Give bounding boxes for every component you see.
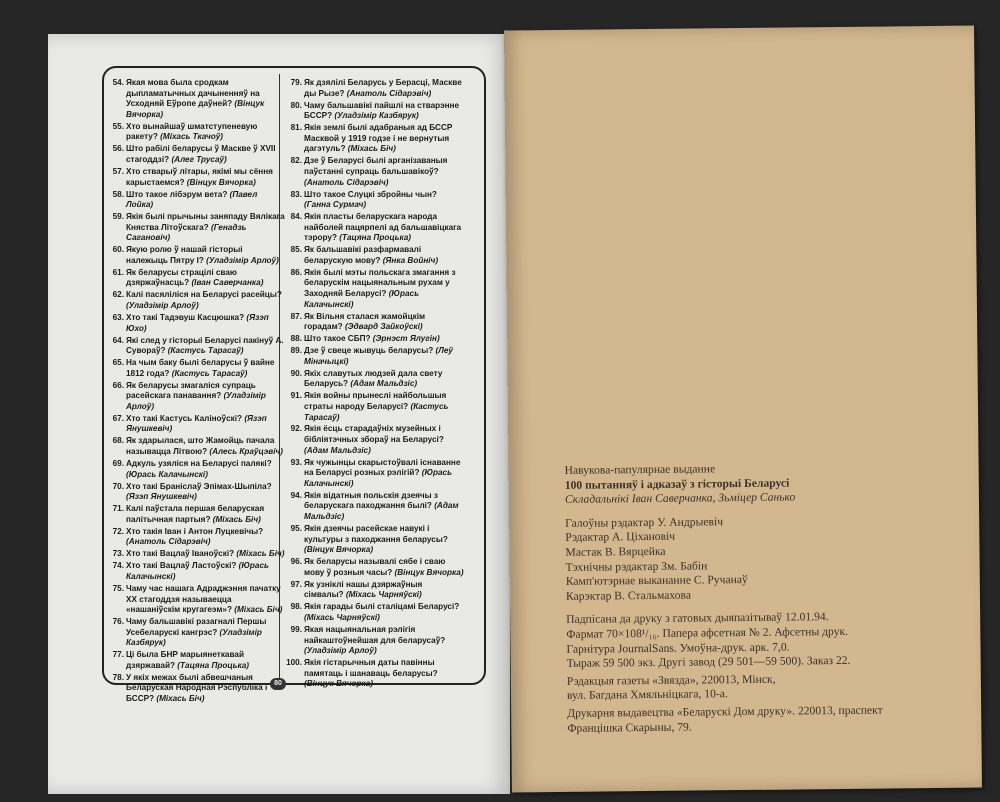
question-text: Хто такі Вацлаў Іваноўскі? bbox=[126, 549, 235, 559]
question-text: Якія войны прынеслі найбольшыя страты народу Беларусі? bbox=[304, 391, 447, 411]
question-number: 95. bbox=[290, 524, 302, 533]
question-item bbox=[286, 625, 464, 657]
question-text: Дзе ў свеце жывуць беларусы? bbox=[304, 346, 434, 356]
question-number: 90. bbox=[290, 368, 302, 378]
question-author: (Павел Лойка) bbox=[126, 189, 258, 210]
question-number: 98. bbox=[290, 602, 302, 612]
editor-line: Мастак В. Вярцейка bbox=[565, 544, 666, 559]
question-text: Якая нацыянальная рэлігія найкаштоўнейшая для беларусаў? bbox=[304, 624, 446, 645]
question-item bbox=[286, 346, 464, 367]
question-text: Як бальшавікі разфармавалі беларускую мову? bbox=[304, 245, 422, 265]
question-number: 91. bbox=[290, 391, 302, 401]
question-item bbox=[108, 167, 286, 188]
question-text: Якія гарады былі сталіцамі Беларусі? bbox=[304, 602, 460, 612]
left-page bbox=[48, 34, 510, 794]
question-number: 79. bbox=[290, 78, 302, 87]
question-number: 84. bbox=[290, 212, 302, 222]
question-author: (Вінцук Вячорка) bbox=[394, 567, 464, 577]
question-text: Якіх славутых людзей дала свету Беларусь? bbox=[304, 368, 443, 389]
question-text: Як здарылася, што Жамойць пачала называцца Літвою? bbox=[126, 436, 275, 457]
question-number: 96. bbox=[290, 557, 302, 567]
question-number: 55. bbox=[112, 121, 124, 131]
question-author: (Эрнэст Ялугін) bbox=[372, 334, 440, 344]
question-number: 86. bbox=[290, 267, 302, 277]
question-author: (Юрась Калачынскі) bbox=[126, 469, 208, 479]
question-number: 93. bbox=[290, 457, 302, 467]
question-author: (Юрась Калачынскі) bbox=[304, 289, 419, 309]
question-number: 97. bbox=[290, 579, 302, 589]
question-number: 76. bbox=[112, 617, 124, 627]
question-author: (Міхась Біч) bbox=[212, 514, 261, 524]
question-author: (Язэп Янушкевіч) bbox=[126, 492, 197, 502]
printer-line: Францішка Скарыны, 79. bbox=[567, 720, 692, 735]
genre: Навукова-папулярнае выданне bbox=[564, 462, 716, 477]
question-item bbox=[108, 336, 286, 357]
question-number: 65. bbox=[112, 358, 124, 368]
question-author: (Язэп Янушкевіч) bbox=[126, 413, 267, 434]
question-author: (Адам Мальдзіс) bbox=[304, 445, 371, 455]
question-item bbox=[108, 414, 286, 435]
question-number: 66. bbox=[112, 380, 124, 390]
question-item bbox=[286, 458, 464, 490]
question-author: (Янка Войніч) bbox=[382, 255, 439, 265]
question-author: (Уладзімір Арлоў) bbox=[126, 301, 199, 310]
question-text: Хто такі Браніслаў Эпімах-Шыпіла? bbox=[126, 481, 272, 491]
question-author: (Анатоль Сідарэвіч) bbox=[346, 88, 432, 98]
question-number: 62. bbox=[112, 290, 124, 300]
question-text: Хто вынайшаў шматступеневую ракету? bbox=[126, 121, 258, 142]
question-number: 71. bbox=[112, 504, 124, 514]
colophon bbox=[565, 460, 968, 736]
right-page bbox=[504, 26, 982, 793]
question-text: Хто такі Вацлаў Ластоўскі? bbox=[126, 561, 237, 571]
question-author: (Уладзімір Казбярук) bbox=[126, 627, 262, 648]
question-text: Як дзялілі Беларусь у Берасці, Маскве ды Рызе? bbox=[304, 78, 462, 98]
question-author: (Анатоль Сідарэвіч) bbox=[126, 537, 211, 547]
question-text: Дзе ў Беларусі былі арганізаваныя паўстанні супраць бальшавікоў? bbox=[304, 156, 448, 176]
question-author: (Уладзімір Казбярук) bbox=[334, 111, 419, 121]
question-item bbox=[108, 617, 286, 649]
question-text: Калі паўстала першая беларуская палітычная партыя? bbox=[126, 504, 265, 524]
question-number: 58. bbox=[112, 189, 124, 199]
question-text: Як беларусы страцілі сваю дзяржаўнасць? bbox=[126, 267, 237, 288]
question-item bbox=[108, 549, 286, 560]
question-number: 69. bbox=[112, 459, 124, 469]
question-number: 82. bbox=[290, 156, 302, 166]
question-author: (Эдвард Зайкоўскі) bbox=[344, 322, 423, 332]
question-author: (Тацяна Процька) bbox=[177, 660, 250, 670]
question-item bbox=[108, 504, 286, 525]
question-number: 77. bbox=[112, 650, 124, 660]
question-item bbox=[108, 436, 286, 457]
question-number: 64. bbox=[112, 335, 124, 345]
question-author: (Адам Мальдзіс) bbox=[350, 379, 418, 389]
question-number: 72. bbox=[112, 526, 124, 536]
print-info-line: Падпісана да друку з гатовых дыяпазітываў 12.01.94. bbox=[566, 610, 829, 627]
question-author: (Міхась Біч) bbox=[236, 549, 285, 559]
question-author: (Уладзімір Арлоў) bbox=[206, 255, 279, 265]
question-author: (Генадзь Сагановіч) bbox=[126, 222, 247, 243]
question-author: (Леў Міначыцкі) bbox=[304, 346, 453, 366]
question-item bbox=[108, 358, 286, 379]
question-item bbox=[108, 650, 286, 671]
question-author: (Уладзімір Арлоў) bbox=[304, 646, 377, 656]
question-author: (Кастусь Тарасаў) bbox=[304, 401, 449, 422]
question-author: (Міхась Ткачоў) bbox=[160, 132, 224, 142]
question-text: Якія былі прычыны заняпаду Вялікага Княства Літоўскага? bbox=[126, 212, 285, 232]
editor-line: Рэдактар А. Ціхановіч bbox=[565, 530, 676, 545]
question-author: (Вінцук Вячорка) bbox=[304, 545, 374, 555]
editor-line: Галоўны рэдактар У. Андрыевіч bbox=[565, 514, 724, 530]
question-author: (Адам Мальдзіс) bbox=[304, 501, 459, 522]
question-item bbox=[286, 312, 464, 333]
question-number: 92. bbox=[290, 424, 302, 434]
question-item bbox=[108, 673, 286, 705]
question-author: (Кастусь Тарасаў) bbox=[167, 346, 244, 356]
question-author: (Алег Трусаў) bbox=[171, 154, 227, 164]
question-number: 78. bbox=[112, 672, 124, 682]
question-number: 88. bbox=[290, 334, 302, 344]
question-number: 67. bbox=[112, 413, 124, 423]
book-title: 100 пытанняў і адказаў з гісторыі Беларусі bbox=[564, 476, 790, 492]
question-item bbox=[108, 459, 286, 480]
question-number: 56. bbox=[112, 144, 124, 154]
question-text: Калі пасяліліся на Беларусі расейцы? bbox=[126, 290, 282, 300]
question-number: 63. bbox=[112, 312, 124, 322]
question-text: Якія былі мэты польскага змагання з беларускім нацыянальным рухам у Заходняй Беларусі? bbox=[304, 267, 456, 299]
question-number: 85. bbox=[290, 245, 302, 255]
question-text: Хто стварыў літары, якімі мы сёння карыстаемся? bbox=[126, 166, 273, 187]
question-item bbox=[108, 482, 286, 503]
question-number: 59. bbox=[112, 212, 124, 222]
question-item bbox=[286, 491, 464, 523]
question-item bbox=[286, 369, 464, 390]
question-author: (Алесь Краўцэвіч) bbox=[209, 447, 284, 457]
question-number: 60. bbox=[112, 245, 124, 255]
question-text: Як беларусы называлі сябе і сваю мову ў розныя часы? bbox=[304, 557, 446, 577]
question-text: Якая мова была сродкам дыпламатычных дачыненняў на Усходняй Еўропе даўней? bbox=[126, 78, 260, 109]
question-text: У якіх межах былі абвешчаныя Беларуская Народная Рэспубліка і БССР? bbox=[126, 672, 268, 704]
publisher-info bbox=[567, 670, 967, 703]
question-item bbox=[286, 658, 464, 690]
question-text: Якія гістарычныя даты павінны памятаць і шанаваць беларусы? bbox=[304, 658, 438, 678]
question-item bbox=[286, 268, 464, 310]
question-number: 80. bbox=[290, 100, 302, 110]
question-text: Які след у гісторыі Беларусі пакінуў А. Суворaў? bbox=[126, 335, 284, 356]
question-author: (Міхась Біч) bbox=[347, 144, 396, 154]
question-number: 89. bbox=[290, 346, 302, 356]
question-text: Хто такі Тадэвуш Касцюшка? bbox=[126, 312, 245, 322]
question-author: (Язэп Юхо) bbox=[126, 312, 269, 333]
question-author: (Юрась Калачынскі) bbox=[126, 561, 269, 581]
question-item bbox=[108, 584, 286, 616]
question-number: 75. bbox=[112, 583, 124, 593]
question-text: Ці была БНР марыянеткавай дзяржавай? bbox=[126, 650, 244, 670]
print-info-line: Фармат 70×108¹/₁₆. Папера афсетная № 2. Афсетны друк. bbox=[566, 624, 849, 641]
question-author: (Вінцук Вячорка) bbox=[186, 177, 256, 187]
question-item bbox=[286, 602, 464, 623]
question-text: Што рабілі беларусы ў Маскве ў XVII стагоддзі? bbox=[126, 144, 276, 164]
question-author: (Іван Саверчанка) bbox=[191, 278, 264, 288]
question-text: Як чужынцы скарыстоўвалі існаванне на Беларусі розных рэлігій? bbox=[304, 457, 461, 478]
question-number: 83. bbox=[290, 189, 302, 199]
compilers: Складальнікі Іван Саверчанка, Зьміцер Санько bbox=[564, 490, 796, 507]
question-text: Чаму бальшавікі разагналі Першы Усебеларускі кангрэс? bbox=[126, 617, 267, 637]
question-text: Што такое лібэрум вета? bbox=[126, 189, 228, 199]
question-author: (Тацяна Процька) bbox=[339, 233, 412, 243]
question-text: Якія пласты беларускага народа найболей пацярпелі ад бальшавіцкага тэрору? bbox=[304, 212, 462, 243]
question-text: Якія дзеячы расейскае навукі і культуры з паходжання беларусы? bbox=[304, 524, 448, 544]
question-item bbox=[286, 391, 464, 423]
question-item bbox=[108, 190, 286, 211]
question-number: 73. bbox=[112, 549, 124, 559]
question-author: (Юрась Калачынскі) bbox=[304, 468, 452, 488]
question-text: Якія відатныя польскія дзеячы з беларускага паходжання былі? bbox=[304, 490, 439, 511]
question-number: 70. bbox=[112, 481, 124, 491]
question-item bbox=[108, 78, 286, 120]
question-item bbox=[108, 122, 286, 143]
question-text: Што такое СБП? bbox=[304, 334, 371, 344]
question-text: Хто такі Кастусь Каліноўскі? bbox=[126, 413, 243, 423]
question-text: Як узніклі нашы дзяржаўныя сімвалы? bbox=[304, 579, 423, 600]
question-item bbox=[286, 334, 464, 345]
question-text: Адкуль узяліся на Беларусі палякі? bbox=[126, 459, 272, 469]
question-text: Чаму час нашага Адраджэння пачатку XX стагоддзя называецца «нашаніўскім кругагеэм»? bbox=[126, 583, 281, 615]
question-author: (Міхась Біч) bbox=[234, 605, 283, 615]
publisher-line: вул. Багдана Хмяльніцкага, 10-а. bbox=[566, 687, 728, 703]
questions-left-column bbox=[108, 78, 286, 706]
editors-list bbox=[565, 512, 966, 604]
question-author: (Вінцук Вячорка) bbox=[126, 99, 265, 119]
question-author: (Ганна Сурмач) bbox=[304, 200, 367, 210]
question-number: 61. bbox=[112, 267, 124, 277]
question-item bbox=[286, 78, 464, 99]
question-text: Якія ёсць старадаўніх музейных і бібліятэчных збораў на Беларусі? bbox=[304, 424, 444, 445]
question-number: 74. bbox=[112, 561, 124, 571]
question-author: (Анатоль Сідарэвіч) bbox=[304, 177, 389, 187]
question-number: 99. bbox=[290, 624, 302, 634]
question-number: 81. bbox=[290, 123, 302, 133]
question-text: Якія землі былі адабраныя ад БССР Масквой у 1919 годзе і не вернутыя дагэтуль? bbox=[304, 123, 453, 154]
question-item bbox=[286, 190, 464, 211]
question-text: Як Вільня сталася жамойцкім горадам? bbox=[304, 311, 426, 332]
question-author: (Міхась Чарняўскі) bbox=[345, 590, 422, 600]
question-number: 54. bbox=[112, 78, 124, 87]
print-info-line: Тыраж 59 500 экз. Другі завод (29 501—59 500). Заказ 22. bbox=[566, 654, 851, 670]
question-text: Якую ролю ў нашай гісторыі належыць Пятру I? bbox=[126, 245, 243, 265]
question-text: Чаму бальшавікі пайшлі на стварэнне БССР? bbox=[304, 100, 460, 121]
question-number: 100. bbox=[286, 658, 302, 668]
question-item bbox=[108, 290, 286, 311]
question-text: Што такое Слуцкі збройны чын? bbox=[304, 189, 437, 199]
question-item bbox=[286, 123, 464, 155]
question-item bbox=[286, 580, 464, 601]
question-text: На чым баку былі беларусы ў вайне 1812 года? bbox=[126, 358, 275, 378]
question-item bbox=[286, 557, 464, 578]
question-item bbox=[286, 156, 464, 188]
question-text: Хто такія Іван і Антон Луцкевічы? bbox=[126, 526, 264, 536]
question-item bbox=[286, 245, 464, 266]
printer-line: Друкарня выдавецтва «Беларускі Дом друку». 220013, праспект bbox=[567, 703, 883, 720]
question-author: (Вінцук Вячорка) bbox=[304, 679, 374, 689]
question-number: 68. bbox=[112, 436, 124, 446]
question-text: Як беларусы змагаліся супраць расейскага панавання? bbox=[126, 380, 256, 401]
question-item bbox=[108, 144, 286, 165]
question-item bbox=[286, 424, 464, 456]
question-number: 57. bbox=[112, 166, 124, 176]
page-number: 80 bbox=[270, 678, 286, 690]
question-item bbox=[286, 212, 464, 244]
question-item bbox=[108, 245, 286, 266]
question-author: (Уладзімір Арлоў) bbox=[126, 391, 266, 411]
question-item bbox=[108, 268, 286, 289]
printer-info bbox=[567, 703, 967, 736]
question-number: 87. bbox=[290, 311, 302, 321]
question-author: (Кастусь Тарасаў) bbox=[171, 368, 248, 378]
print-info bbox=[566, 609, 967, 672]
editor-line: Тэхнічны рэдактар Зм. Бабін bbox=[565, 558, 708, 574]
publisher-line: Рэдакцыя газеты «Звязда», 220013, Мінск, bbox=[566, 672, 776, 688]
question-item bbox=[108, 313, 286, 334]
question-author: (Міхась Чарняўскі) bbox=[304, 612, 380, 622]
editor-line: Карэктар В. Стальмахова bbox=[565, 588, 691, 603]
question-author: (Міхась Біч) bbox=[156, 694, 205, 704]
questions-right-column bbox=[286, 78, 464, 691]
question-item bbox=[108, 561, 286, 582]
question-item bbox=[108, 381, 286, 413]
question-item bbox=[108, 527, 286, 548]
question-item bbox=[286, 101, 464, 122]
print-info-line: Гарнітура JournalSans. Умоўна-друк. арк. 7,0. bbox=[566, 640, 790, 656]
editor-line: Камп'ютэрнае выкананне С. Ручанаў bbox=[565, 573, 748, 589]
question-number: 94. bbox=[290, 490, 302, 500]
question-item bbox=[108, 212, 286, 244]
question-item bbox=[286, 524, 464, 556]
